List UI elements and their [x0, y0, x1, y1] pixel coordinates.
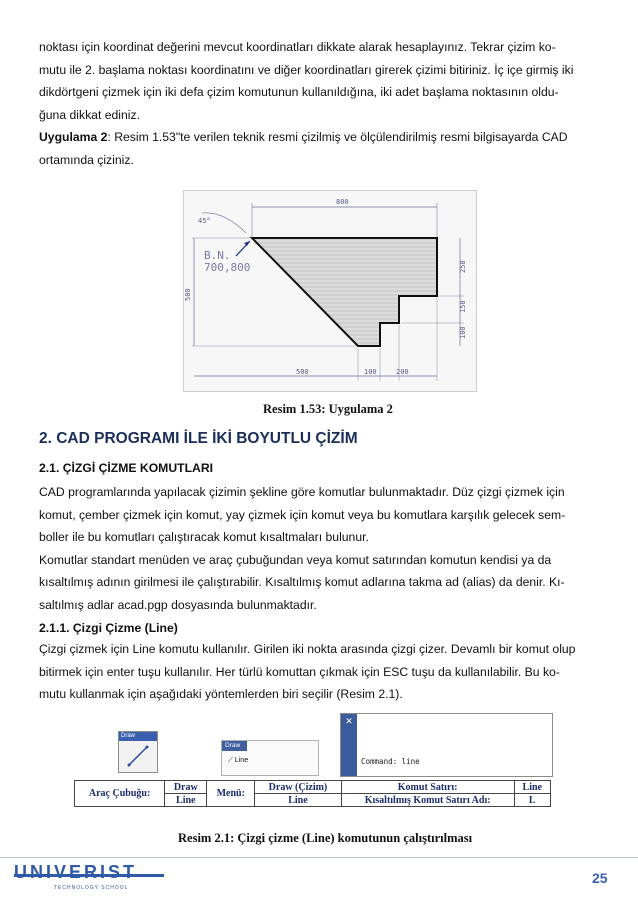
text-line: noktası için koordinat değerini mevcut koordinatları dikkate alarak hesaplayınız. Tekrar çizim ko- [39, 40, 556, 54]
line-menu-icon: ⟋ [228, 757, 233, 764]
draw-menu [221, 740, 319, 776]
command-methods-table [74, 780, 551, 807]
paragraph-line-command [39, 638, 599, 706]
technical-drawing-figure [183, 190, 477, 392]
text-line: mutu ile 2. başlama noktası koordinatını ve diğer koordinatları girerek çizimi bitiriniz. İç içe girmiş iki [39, 62, 574, 77]
dim-right-3: 100 [459, 326, 467, 339]
univerist-logo [14, 860, 164, 897]
text-line: dikdörtgeni çizmek için iki defa çizim komutunun kullanıldığına, iki adet başlama noktasının oldu- [39, 85, 559, 99]
text-line: mutu kullanmak için aşağıdaki yöntemlerden biri seçilir (Resim 2.1). [39, 687, 403, 701]
command-line-text[interactable]: Command: line [361, 757, 420, 766]
exercise-text: : Resim 1.53"te verilen teknik resmi çizilmiş ve ölçülendirilmiş resmi bilgisayarda CAD [107, 130, 568, 144]
menu-item-line-label: Line [234, 757, 249, 764]
dim-bottom-2: 100 [364, 368, 377, 376]
text-line: saltılmış adlar acad.pgp dosyasında bulunmaktadır. [39, 597, 317, 612]
text-line: kısaltılmış adının girilmesi ile çalıştırabilir. Kısaltılmış komut adlarına takma ad (alias) da denir. Kı- [39, 575, 565, 589]
text-line: bitirmek için enter tuşu kullanılır. Her türlü komuttan çıkmak için ESC tuşu da kullanılabilir. Bu ko- [39, 664, 560, 679]
logo-graphic [14, 860, 164, 892]
dim-left-label: 500 [184, 288, 192, 301]
dim-bottom-3: 200 [396, 368, 409, 376]
dim-bottom-1: 500 [296, 368, 309, 376]
drawn-shape [252, 238, 437, 346]
dim-right-1: 250 [459, 260, 467, 273]
text-line: CAD programlarında yapılacak çizimin şekline göre komutlar bulunmaktadır. Düz çizgi çizmek için [39, 485, 565, 499]
paragraph-commands [39, 481, 599, 616]
text-line: Komutlar standart menüden ve araç çubuğundan veya komut satırından komutun kendisi ya da [39, 552, 552, 567]
paragraph-intro [39, 36, 599, 171]
command-window [340, 713, 553, 777]
text-line: ortamında çiziniz. [39, 152, 134, 167]
dim-right-2: 150 [459, 300, 467, 313]
toolbar-label-cell: Araç Çubuğu: [75, 781, 165, 807]
text-line: Çizgi çizmek için Line komutu kullanılır. Girilen iki nokta arasında çizgi çizer. Devamlı bir komut olup [39, 642, 576, 656]
close-icon[interactable]: ✕ [345, 716, 353, 726]
subsubsection-heading: 2.1.1. Çizgi Çizme (Line) [39, 621, 178, 635]
alias-label-cell: Kısaltılmış Komut Satırı Adı: [341, 794, 514, 807]
figure-caption-2: Resim 2.1: Çizgi çizme (Line) komutunun çalıştırılması [178, 831, 473, 845]
menu-item-line[interactable] [222, 751, 318, 765]
logo-text: UNIVERIST [14, 862, 138, 882]
text-line: komut, çember çizmek için komut, yay çizmek için komut veya bu komutlara karşılık gelecek sem- [39, 507, 566, 522]
draw-toolbar-title: Draw [119, 732, 157, 741]
figure-caption: Resim 1.53: Uygulama 2 [263, 402, 393, 416]
footer-divider [0, 857, 638, 858]
command-value-cell: Line [514, 781, 550, 794]
technical-drawing [184, 191, 476, 391]
menu-top-cell: Draw (Çizim) [255, 781, 342, 794]
dim-top-label: 800 [336, 198, 349, 206]
draw-menu-title[interactable]: Draw [222, 741, 247, 751]
menu-label-cell: Menü: [207, 781, 255, 807]
toolbar-top-cell: Draw [165, 781, 207, 794]
exercise-label: Uygulama 2 [39, 130, 108, 144]
command-window-sidebar [341, 714, 357, 776]
logo-subtext: TECHNOLOGY SCHOOL [54, 885, 129, 891]
draw-toolbar [118, 731, 158, 773]
alias-value-cell: L [514, 794, 550, 807]
page-number: 25 [592, 870, 608, 886]
toolbar-bottom-cell: Line [165, 794, 207, 807]
command-label-cell: Komut Satırı: [341, 781, 514, 794]
subsection-heading: 2.1. ÇİZGİ ÇİZME KOMUTLARI [39, 461, 214, 475]
text-line: ğuna dikkat ediniz. [39, 107, 140, 122]
start-point-coords: 700,800 [204, 261, 251, 274]
text-line: boller ile bu komutları çalıştıracak komut kısaltmaları bulunur. [39, 530, 369, 544]
menu-bottom-cell: Line [255, 794, 342, 807]
section-heading: 2. CAD PROGRAMI İLE İKİ BOYUTLU ÇİZİM [39, 430, 358, 447]
start-point-label: B.N. [204, 249, 231, 262]
angle-label: 45° [198, 217, 211, 225]
line-tool-icon[interactable] [119, 741, 157, 771]
